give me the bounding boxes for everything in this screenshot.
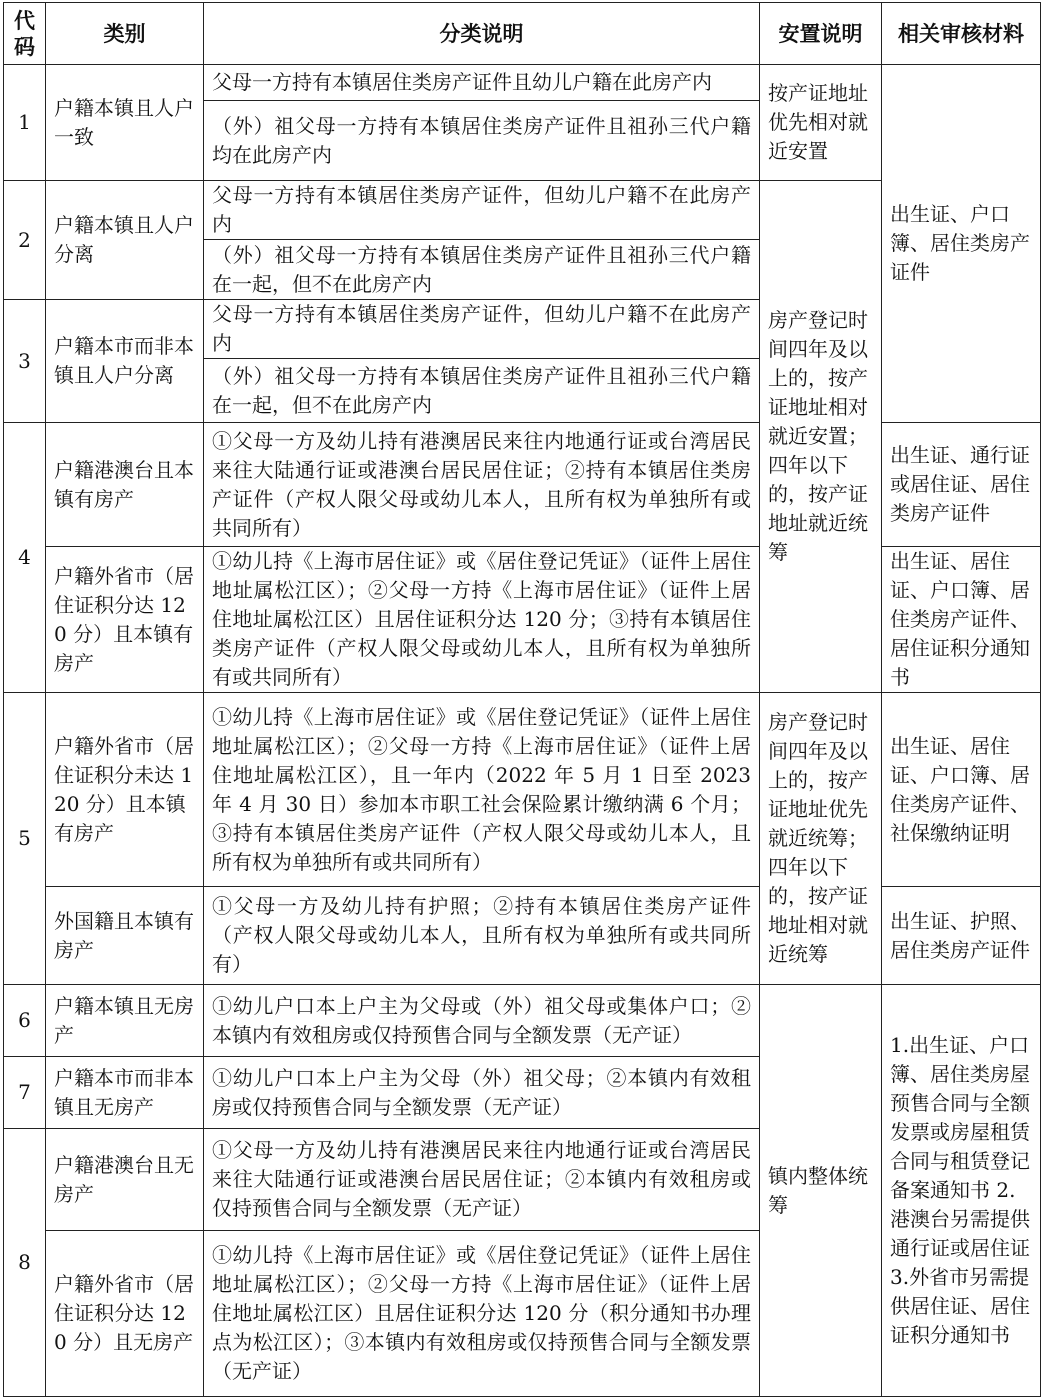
table-row	[4, 887, 1041, 985]
row-materials: 出生证、居住证、户口簿、居住类房产证件、社保缴纳证明	[882, 693, 1041, 887]
row-description: （外）祖父母一方持有本镇居住类房产证件且祖孙三代户籍在一起，但不在此房产内	[204, 240, 760, 300]
row-category: 户籍外省市（居住证积分达 120 分）且无房产	[46, 1231, 204, 1397]
row-code: 6	[4, 985, 46, 1057]
header-category: 类别	[46, 3, 204, 65]
row-description: （外）祖父母一方持有本镇居住类房产证件且祖孙三代户籍均在此房产内	[204, 101, 760, 181]
row-description: （外）祖父母一方持有本镇居住类房产证件且祖孙三代户籍在一起，但不在此房产内	[204, 359, 760, 423]
row-category: 户籍本镇且无房产	[46, 985, 204, 1057]
placement-note-town-wide: 镇内整体统筹	[760, 985, 882, 1397]
row-description: 父母一方持有本镇居住类房产证件，但幼儿户籍不在此房产内	[204, 181, 760, 240]
header-code: 代码	[4, 3, 46, 65]
row-category: 户籍港澳台且本镇有房产	[46, 423, 204, 547]
policy-table-container	[3, 2, 1041, 1397]
table-row	[4, 65, 1041, 101]
row-description: ①幼儿户口本上户主为父母或（外）祖父母或集体户口；②本镇内有效租房或仅持预售合同与全额发票（无产证）	[204, 985, 760, 1057]
placement-policy-table	[3, 2, 1041, 1397]
row-category: 外国籍且本镇有房产	[46, 887, 204, 985]
row-category: 户籍本镇且人户分离	[46, 181, 204, 300]
header-row	[4, 3, 1041, 65]
row-description: ①幼儿持《上海市居住证》或《居住登记凭证》（证件上居住地址属松江区）；②父母一方持《上海市居住证》（证件上居住地址属松江区）且居住证积分达 120 分（积分通知书办理点为松江区）；③本镇内有效租房或仅持预售合同与全额发票（无产证）	[204, 1231, 760, 1397]
row-code: 3	[4, 300, 46, 423]
row-description: ①父母一方及幼儿持有护照；②持有本镇居住类房产证件（产权人限父母或幼儿本人，且所有权为单独所有或共同所有）	[204, 887, 760, 985]
row-code: 4	[4, 423, 46, 693]
row-code: 2	[4, 181, 46, 300]
materials-housing-residents: 出生证、户口簿、居住类房产证件	[882, 65, 1041, 423]
materials-no-housing: 1.出生证、户口簿、居住类房屋预售合同与全额发票或房屋租赁合同与租赁登记备案通知书 2.港澳台另需提供通行证或居住证 3.外省市另需提供居住证、居住证积分通知书	[882, 985, 1041, 1397]
row-category: 户籍本市而非本镇且无房产	[46, 1057, 204, 1129]
row-category: 户籍港澳台且无房产	[46, 1129, 204, 1231]
placement-note-local-priority: 按产证地址优先相对就近安置	[760, 65, 882, 181]
placement-note-four-years: 房产登记时间四年及以上的，按产证地址相对就近安置；四年以下的，按产证地址就近统筹	[760, 181, 882, 693]
row-code: 5	[4, 693, 46, 985]
row-code: 7	[4, 1057, 46, 1129]
table-row	[4, 423, 1041, 547]
row-description: ①父母一方及幼儿持有港澳居民来往内地通行证或台湾居民来往大陆通行证或港澳台居民居住证；②本镇内有效租房或仅持预售合同与全额发票（无产证）	[204, 1129, 760, 1231]
row-category: 户籍外省市（居住证积分达 120 分）且本镇有房产	[46, 547, 204, 693]
row-category: 户籍外省市（居住证积分未达 120 分）且本镇有房产	[46, 693, 204, 887]
header-materials: 相关审核材料	[882, 3, 1041, 65]
header-description: 分类说明	[204, 3, 760, 65]
row-description: ①父母一方及幼儿持有港澳居民来往内地通行证或台湾居民来往大陆通行证或港澳台居民居住证；②持有本镇居住类房产证件（产权人限父母或幼儿本人，且所有权为单独所有或共同所有）	[204, 423, 760, 547]
row-code: 8	[4, 1129, 46, 1397]
row-description: 父母一方持有本镇居住类房产证件，但幼儿户籍不在此房产内	[204, 300, 760, 359]
row-code: 1	[4, 65, 46, 181]
row-description: ①幼儿持《上海市居住证》或《居住登记凭证》（证件上居住地址属松江区）；②父母一方持《上海市居住证》（证件上居住地址属松江区），且一年内（2022 年 5 月 1 日至 2023 年 4 月 30 日）参加本市职工社会保险累计缴纳满 6 个月；③持有本镇居住类房产证件（产权人限父母或幼儿本人，且所有权为单独所有或共同所有）	[204, 693, 760, 887]
row-materials: 出生证、护照、居住类房产证件	[882, 887, 1041, 985]
row-description: ①幼儿持《上海市居住证》或《居住登记凭证》（证件上居住地址属松江区）；②父母一方持《上海市居住证》（证件上居住地址属松江区）且居住证积分达 120 分；③持有本镇居住类房产证件（产权人限父母或幼儿本人，且所有权为单独所有或共同所有）	[204, 547, 760, 693]
row-category: 户籍本镇且人户一致	[46, 65, 204, 181]
table-row	[4, 547, 1041, 693]
table-row	[4, 985, 1041, 1057]
row-description: 父母一方持有本镇居住类房产证件且幼儿户籍在此房产内	[204, 65, 760, 101]
header-placement: 安置说明	[760, 3, 882, 65]
placement-note-four-years-priority: 房产登记时间四年及以上的，按产证地址优先就近统筹；四年以下的，按产证地址相对就近统筹	[760, 693, 882, 985]
row-description: ①幼儿户口本上户主为父母（外）祖父母；②本镇内有效租房或仅持预售合同与全额发票（无产证）	[204, 1057, 760, 1129]
row-category: 户籍本市而非本镇且人户分离	[46, 300, 204, 423]
table-row	[4, 693, 1041, 887]
row-materials: 出生证、通行证或居住证、居住类房产证件	[882, 423, 1041, 547]
row-materials: 出生证、居住证、户口簿、居住类房产证件、居住证积分通知书	[882, 547, 1041, 693]
